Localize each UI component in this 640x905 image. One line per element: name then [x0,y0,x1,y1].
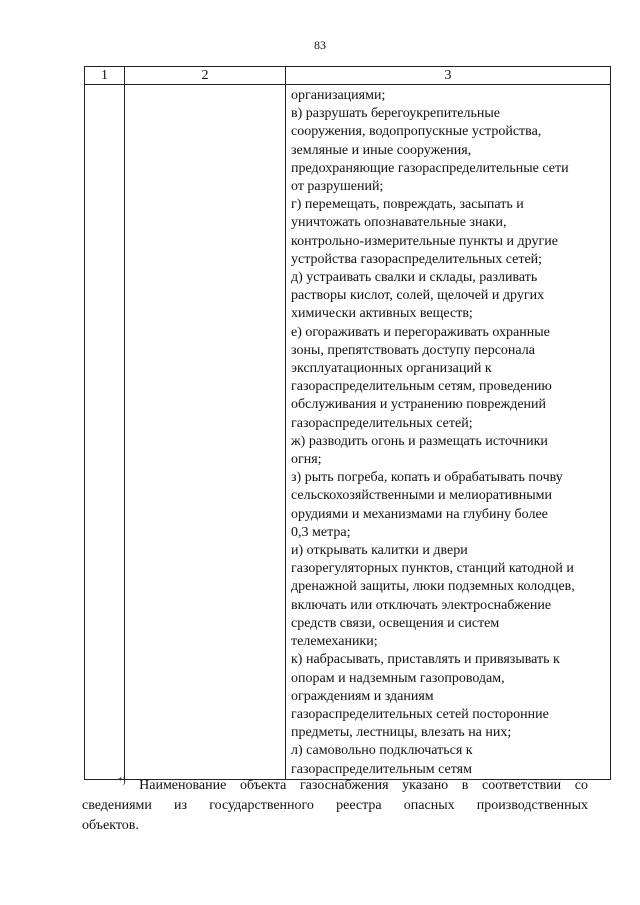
text-line: обслуживания и устранению повреждений [291,397,547,413]
column-header-1: 1 [85,67,125,85]
text-line: ж) разводить огонь и размещать источники [291,433,548,449]
table-body [85,85,611,780]
text-line: включать или отключать электроснабжение [291,597,552,613]
table-row [85,85,611,780]
text-line: огня; [291,452,322,468]
text-line: сооружения, водопропускные устройства, [291,124,542,140]
footnote-line: объектов. [82,818,139,833]
footnote-marker: *) [118,775,126,786]
table-header [85,67,611,85]
text-line: к) набрасывать, приставлять и привязывать к [291,652,560,668]
text-line: д) устраивать свалки и склады, разливать [291,270,538,286]
text-line: опорам и надземным газопроводам, [291,670,505,686]
text-line: от разрушений; [291,179,384,195]
text-line: газораспределительных сетей посторонние [291,706,549,722]
text-line: орудиями и механизмами на глубину более [291,506,548,522]
text-line: и) открывать калитки и двери [291,543,468,559]
text-line: химически активных веществ; [291,306,473,322]
text-line: г) перемещать, повреждать, засыпать и [291,197,524,213]
content-table [84,66,611,780]
text-line: растворы кислот, солей, щелочей и других [291,288,545,304]
text-line: уничтожать опознавательные знаки, [291,215,507,231]
page-number: 83 [314,38,326,52]
text-line: средств связи, освещения и систем [291,615,500,631]
text-line: организациями; [291,88,386,103]
table-cell-col3 [286,85,611,780]
text-line: в) разрушать берегоукрепительные [291,106,501,122]
text-line: предохраняющие газораспределительные сети [291,160,569,176]
text-line: газораспределительным сетям, проведению [291,379,552,395]
text-line: предметы, лестницы, влезать на них; [291,725,512,741]
text-line: газораспределительным сетям [291,761,472,777]
footnote [82,776,588,836]
table-cell-col2 [125,85,286,780]
table-header-row [85,67,611,85]
footnote-line [82,776,588,796]
text-line: эксплуатационных организаций к [291,361,492,377]
text-line: ограждениям и зданиям [291,688,434,704]
text-line: 0,3 метра; [291,524,351,540]
text-line: контрольно-измерительные пункты и другие [291,233,558,249]
footnote-line-text: Наименование объекта газоснабжения указано в соответствии со [139,778,588,793]
text-line: зоны, препятствовать доступу персонала [291,342,535,358]
text-line: е) огораживать и перегораживать охранные [291,324,550,340]
text-line: устройства газораспределительных сетей; [291,251,543,267]
prohibitions-text [286,85,610,779]
column-header-2: 2 [125,67,286,85]
footnote-line: сведениями из государственного реестра опасных производственных [82,798,588,813]
text-line: газорегуляторных пунктов, станций катодной и [291,561,574,577]
text-line: земляные и иные сооружения, [291,142,472,158]
column-header-3: 3 [286,67,611,85]
text-line: газораспределительных сетей; [291,415,473,431]
text-line: дренажной защиты, люки подземных колодцев, [291,579,575,595]
text-line: сельскохозяйственными и мелиоративными [291,488,553,504]
text-line: з) рыть погреба, копать и обрабатывать почву [291,470,563,486]
text-line: л) самовольно подключаться к [291,743,473,759]
table-cell-col1 [85,85,125,780]
text-line: телемеханики; [291,634,378,650]
